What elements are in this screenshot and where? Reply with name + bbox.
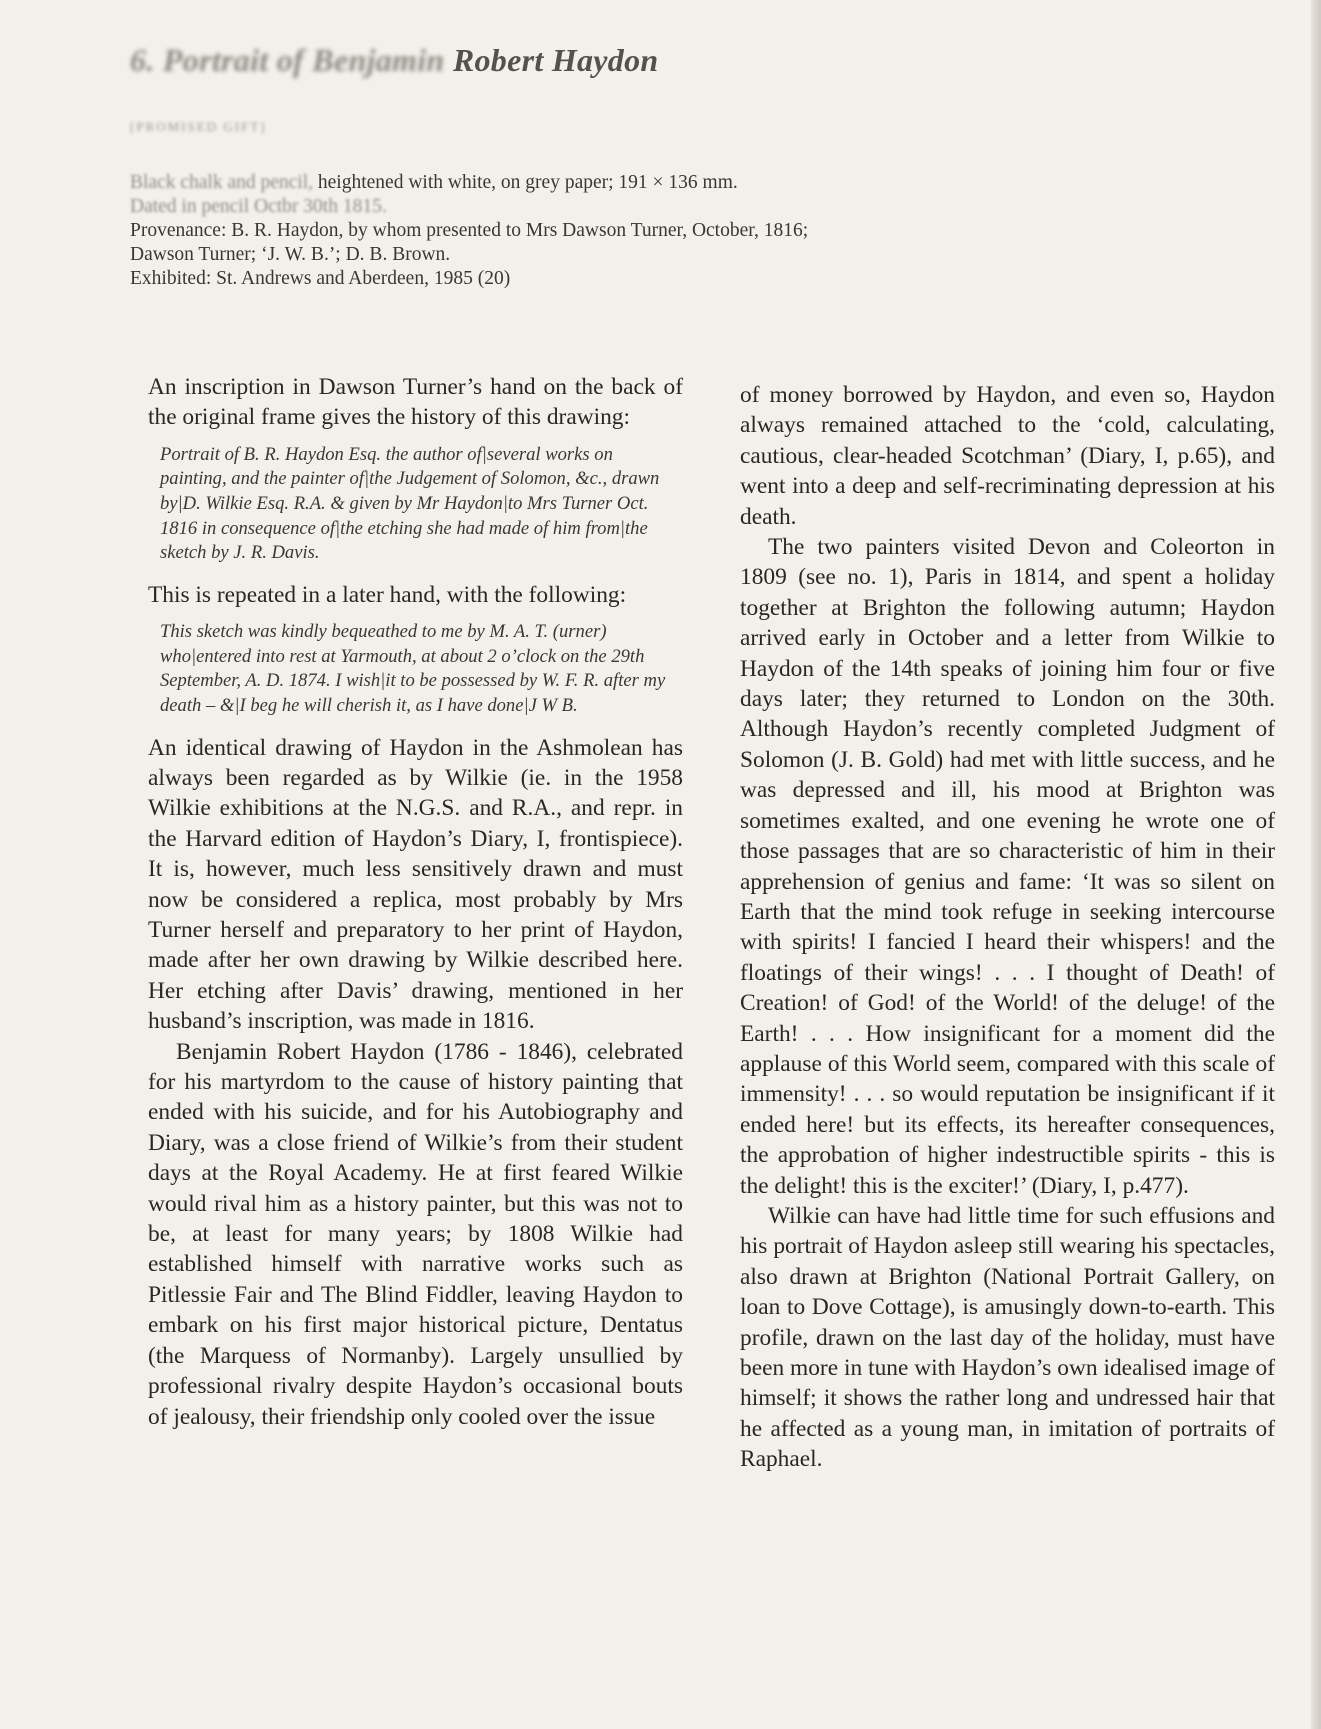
- medium-line: [130, 171, 1230, 195]
- dated-line: Dated in pencil Octbr 30th 1815.: [130, 196, 387, 217]
- inscription-quote-2: This sketch was kindly bequeathed to me by M. A. T. (urner) who|entered into rest at Yarmouth, at about 2 o’clock on the 29th September, A. D. 1874. I wish|it to be possessed by W. F. R. after my death – &|I beg he will cherish it, as I have done|J W B.: [160, 621, 666, 716]
- gift-note: [PROMISED GIFT]: [130, 119, 267, 134]
- left-paragraph-2: This is repeated in a later hand, with the following:: [148, 581, 627, 608]
- left-paragraph-3: An identical drawing of Haydon in the Ashmolean has always been regarded as by Wilkie (ie. in the 1958 Wilkie exhibitions at the N.G.S. and R.A., and repr. in the Harvard edition of Haydon’s Diary, I, frontispiece). It is, however, much less sensitively drawn and must now be considered a replica, most probably by Mrs Turner herself and preparatory to her print of Haydon, made after her own drawing by Wilkie described here. Her etching after Davis’ drawing, mentioned in her husband’s inscription, was made in 1816.: [148, 734, 683, 1035]
- entry-metadata: [130, 171, 1230, 291]
- provenance-line: Provenance: B. R. Haydon, by whom presented to Mrs Dawson Turner, October, 1816;: [130, 220, 809, 241]
- right-paragraph-3: Wilkie can have had little time for such effusions and his portrait of Haydon asleep still wearing his spectacles, also drawn at Brighton (National Portrait Gallery, on loan to Dove Cottage), is amusingly down-to-earth. This profile, drawn on the last day of the holiday, must have been more in tune with Haydon’s own idealised image of himself; it shows the rather long and undressed hair that he affected as a young man, in imitation of portraits of Raphael.: [740, 1202, 1275, 1473]
- entry-title: [130, 42, 1230, 79]
- left-paragraph-4: Benjamin Robert Haydon (1786 - 1846), celebrated for his martyrdom to the cause of history painting that ended with his suicide, and for his Autobiography and Diary, was a close friend of Wilkie’s from their student days at the Royal Academy. He at first feared Wilkie would rival him as a history painter, but this was not to be, at least for many years; by 1808 Wilkie had established himself with narrative works such as Pitlessie Fair and The Blind Fiddler, leaving Haydon to embark on his first major historical picture, Dentatus (the Marquess of Normanby). Largely unsullied by professional rivalry despite Haydon’s occasional bouts of jealousy, their friendship only cooled over the issue: [148, 1038, 683, 1430]
- left-paragraph-1: An inscription in Dawson Turner’s hand on the back of the original frame gives the history of this drawing:: [148, 374, 683, 431]
- page-edge: [1311, 0, 1321, 1729]
- right-paragraph-1: of money borrowed by Haydon, and even so, Haydon always remained attached to the ‘cold, calculating, cautious, clear-headed Scotchman’ (Diary, I, p.65), and went into a deep and self-recriminating depression at his death.: [740, 382, 1275, 530]
- exhibited-line: Exhibited: St. Andrews and Aberdeen, 1985 (20): [130, 268, 511, 289]
- right-paragraph-2: The two painters visited Devon and Coleorton in 1809 (see no. 1), Paris in 1814, and spent a holiday together at Brighton the following autumn; Haydon arrived early in October and a letter from Wilkie to Haydon of the 14th speaks of joining him four or five days later; they returned to London on the 30th. Although Haydon’s recently completed Judgment of Solomon (J. B. Gold) had met with little success, and he was depressed and ill, his mood at Brighton was sometimes exalted, and one evening he wrote one of those passages that are so characteristic of him in their apprehension of genius and fame: ‘It was so silent on Earth that the mind took refuge in seeking intercourse with spirits! I fancied I heard their whispers! and the floatings of their wings! . . . I thought of Death! of Creation! of God! of the World! of the deluge! of the Earth! . . . How insignificant for a moment did the applause of this World seem, compared with this scale of immensity! . . . so would reputation be insignificant if it ended here! but its effects, its hereafter consequences, the approbation of higher indestructible spirits - this is the delight! this is the exciter!’ (Diary, I, p.477).: [740, 534, 1275, 1199]
- provenance-cont-line: Dawson Turner; ‘J. W. B.’; D. B. Brown.: [130, 244, 451, 265]
- medium-faded: Black chalk and pencil,: [130, 172, 314, 193]
- title-number: 6.: [130, 42, 155, 78]
- catalogue-heading: [130, 42, 1230, 291]
- right-column: [740, 380, 1275, 1475]
- medium-rest: heightened with white, on grey paper; 191 × 136 mm.: [313, 172, 738, 193]
- inscription-quote-1: Portrait of B. R. Haydon Esq. the author of|several works on painting, and the painter of|the Judgement of Solomon, &c., drawn by|D. Wilkie Esq. R.A. & given by Mr Haydon|to Mrs Turner Oct. 1816 in consequence of|the etching she had made of him from|the sketch by J. R. Davis.: [160, 443, 660, 564]
- title-faded: Portrait of Benjamin: [162, 42, 445, 78]
- title-clear: Robert Haydon: [452, 42, 659, 78]
- left-column: [148, 372, 683, 1432]
